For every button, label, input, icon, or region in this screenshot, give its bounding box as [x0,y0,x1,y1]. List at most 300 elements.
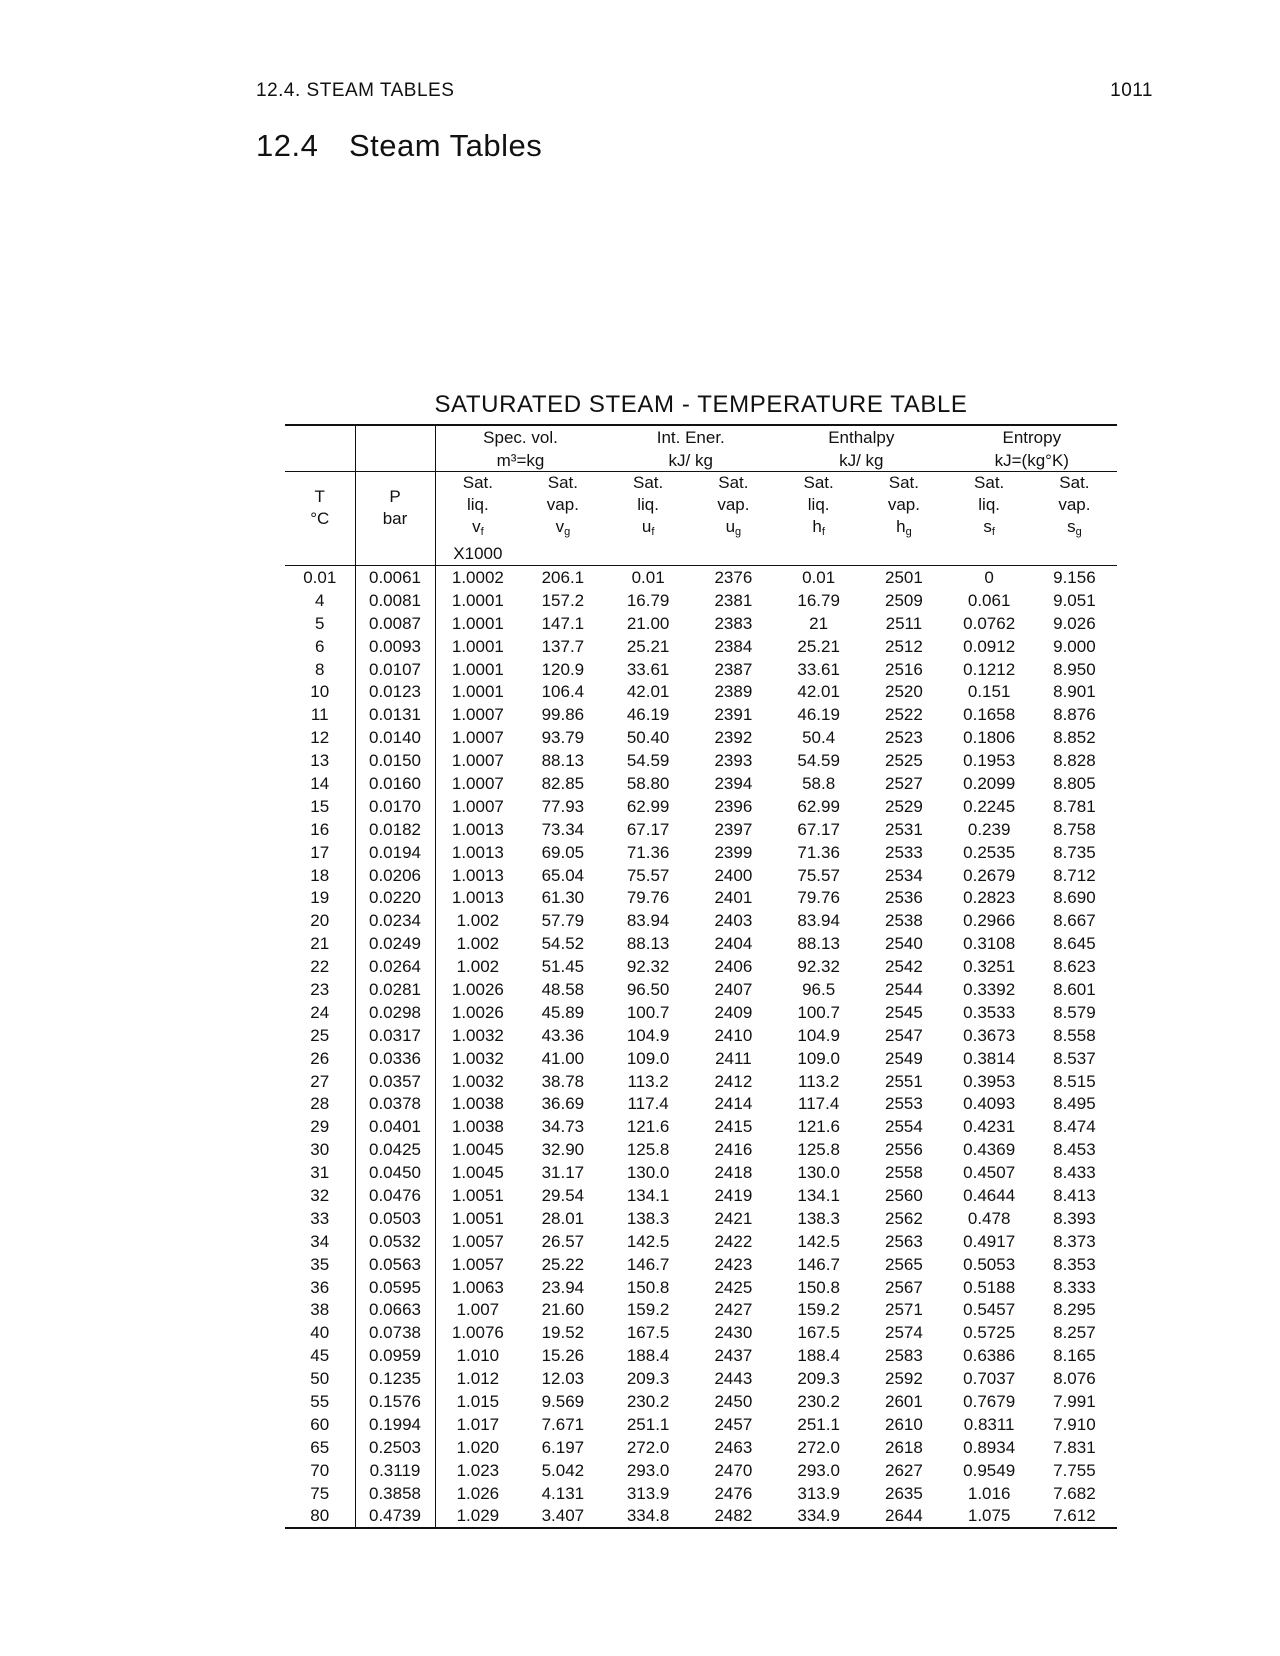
cell-p: 0.0563 [355,1253,435,1276]
cell-vf: 1.029 [435,1505,520,1529]
cell-vg: 28.01 [541,1208,585,1228]
cell-ug: 2376 [714,567,753,587]
cell-vf: 1.017 [456,1414,500,1434]
cell-ug: 2399 [714,842,753,862]
cell-uf: 109.0 [626,1048,670,1068]
cell-hg: 2563 [884,1231,923,1251]
cell-ug: 2430 [714,1323,753,1343]
cell-t: 24 [285,1001,355,1024]
cell-sf: 0.4917 [963,1231,1016,1251]
cell-vf: 1.007 [456,1300,500,1320]
cell-sg: 9.156 [1053,567,1096,587]
cell-uf: 313.9 [626,1483,670,1503]
cell-hf: 83.94 [797,911,840,931]
cell-sf: 0.6386 [963,1346,1016,1366]
cell-p: 0.0264 [355,955,435,978]
cell-sg: 8.623 [1053,957,1096,977]
cell-sf: 0.0762 [963,613,1016,633]
cell-sf: 0.4644 [963,1185,1016,1205]
cell-vg: 82.85 [541,773,585,793]
cell-uf: 42.01 [626,682,670,702]
symbol-sf: $s_f$ [983,517,995,538]
cell-uf: 50.40 [626,728,670,748]
cell-t: 55 [285,1390,355,1413]
cell-sg: 8.805 [1053,773,1096,793]
cell-uf: 104.9 [626,1025,670,1045]
cell-p: 0.3119 [355,1459,435,1482]
cell-p: 0.2503 [355,1436,435,1459]
cell-vg: 137.7 [541,636,585,656]
cell-ug: 2414 [714,1094,753,1114]
cell-sg: 8.257 [1053,1323,1096,1343]
sat-label: Sat. [974,473,1005,492]
cell-sf: 0.3392 [963,979,1016,999]
cell-vg: 41.00 [541,1048,585,1068]
cell-sf: 0.2245 [963,796,1016,816]
cell-sg: 8.495 [1053,1094,1096,1114]
cell-sg: 8.876 [1053,705,1096,725]
cell-uf: 272.0 [626,1437,670,1457]
cell-sf: 0.239 [967,819,1011,839]
cell-vf: 1.0045 [451,1163,504,1183]
table-row [285,1161,1117,1184]
cell-sf: 0.3251 [963,957,1016,977]
cell-ug: 2450 [714,1392,753,1411]
cell-sf: 0.1953 [963,751,1016,771]
cell-ug: 2463 [714,1437,753,1457]
table-row [285,955,1117,978]
cell-vg: 69.05 [541,842,585,862]
cell-uf: 0.01 [631,567,665,587]
cell-sf: 0.5188 [963,1277,1016,1297]
cell-vf: 1.0013 [451,819,504,839]
cell-sf: 0.5053 [963,1254,1016,1274]
table-row [285,1001,1117,1024]
cell-vg: 120.9 [541,659,585,679]
cell-hg: 2592 [884,1369,923,1389]
cell-vg: 43.36 [541,1025,585,1045]
cell-sf: 0.5457 [963,1300,1016,1320]
cell-p: 0.0336 [355,1047,435,1070]
cell-vg: 6.197 [541,1437,585,1457]
cell-hf: 67.17 [797,819,840,839]
cell-uf: 188.4 [626,1346,670,1366]
cell-vf: 1.0076 [451,1323,504,1343]
cell-sf: 1.075 [947,1505,1032,1529]
cell-sg: 8.515 [1053,1071,1096,1091]
cell-sg: 8.758 [1053,819,1096,839]
cell-ug: 2407 [714,979,753,999]
cell-t: 12 [285,726,355,749]
table-row [285,658,1117,681]
cell-hg: 2562 [884,1208,923,1228]
cell-vf: 1.0001 [451,636,504,656]
cell-t: 70 [285,1459,355,1482]
cell-vf: 1.012 [456,1369,500,1389]
cell-ug: 2397 [714,819,753,839]
cell-uf: 92.32 [626,957,670,977]
cell-vf: 1.010 [456,1346,500,1366]
cell-vf: 1.0001 [451,613,504,633]
cell-hg: 2509 [884,590,923,610]
cell-uf: 75.57 [626,865,670,885]
cell-sg: 8.537 [1053,1048,1096,1068]
cell-ug: 2391 [714,705,753,725]
cell-hf: 88.13 [797,934,840,954]
cell-hg: 2549 [884,1048,923,1068]
table-row [285,1367,1117,1390]
table-row [285,1321,1117,1344]
cell-ug: 2422 [714,1231,753,1251]
cell-vf: 1.0038 [451,1117,504,1137]
symbol-ug: $u_g$ [725,517,742,538]
cell-p: 0.0140 [355,726,435,749]
cell-vf: 1.0007 [451,751,504,771]
cell-vf: 1.0063 [451,1277,504,1297]
cell-sg: 8.645 [1053,934,1096,954]
table-title: SATURATED STEAM - TEMPERATURE TABLE [434,391,968,418]
cell-sg: 8.393 [1053,1208,1096,1228]
cell-t: 20 [285,909,355,932]
cell-sf: 0.2099 [963,773,1016,793]
cell-p: 0.4739 [355,1505,435,1529]
cell-hf: 92.32 [797,957,840,977]
cell-sg: 9.026 [1053,613,1096,633]
col-p-header [355,472,435,544]
cell-hf: 251.1 [797,1414,840,1434]
cell-t: 38 [285,1299,355,1322]
cell-hg: 2523 [884,728,923,748]
cell-ug: 2418 [714,1163,753,1183]
cell-sf: 0.2966 [963,911,1016,931]
table-row [285,1505,1117,1529]
table-row [285,1138,1117,1161]
table-row [285,1253,1117,1276]
table-row [285,749,1117,772]
cell-t: 36 [285,1276,355,1299]
liq-label: liq. [637,495,659,514]
cell-hg: 2544 [884,979,923,999]
cell-t: 10 [285,680,355,703]
cell-vf: 1.0001 [451,659,504,679]
cell-sg: 7.910 [1053,1414,1096,1434]
cell-p: 0.0131 [355,703,435,726]
cell-t: 29 [285,1115,355,1138]
section-title [256,128,542,164]
cell-hf: 42.01 [797,682,840,702]
cell-sg: 8.601 [1053,979,1096,999]
cell-hg: 2601 [884,1392,923,1411]
cell-vf: 1.0007 [451,705,504,725]
cell-vg: 5.042 [541,1460,585,1480]
cell-hf: 109.0 [797,1048,840,1068]
table-row [285,1459,1117,1482]
cell-vf: 1.0001 [451,682,504,702]
cell-uf: 209.3 [626,1369,670,1389]
cell-vg: 88.13 [541,751,585,771]
cell-sg: 7.831 [1053,1437,1096,1457]
cell-sf: 0.2823 [963,888,1016,908]
cell-vf: 1.002 [456,911,500,931]
vap-label: vap. [546,495,579,514]
cell-vf: 1.0026 [451,1002,504,1022]
cell-t: 18 [285,864,355,887]
cell-sg: 8.828 [1053,751,1096,771]
cell-sf: 0.1806 [963,728,1016,748]
table-row [285,864,1117,887]
cell-vg: 15.26 [541,1346,585,1366]
cell-vg: 21.60 [541,1300,585,1320]
cell-hg: 2556 [884,1140,923,1160]
cell-vf: 1.0007 [451,728,504,748]
cell-vg: 29.54 [541,1185,585,1205]
cell-sg: 8.690 [1053,888,1096,908]
running-head-section: 12.4. STEAM TABLES [256,80,455,101]
cell-vg: 51.45 [541,957,585,977]
cell-sf: 0.5725 [963,1323,1016,1343]
cell-ug: 2457 [714,1414,753,1434]
cell-vf: 1.0026 [451,979,504,999]
cell-sf: 0.3533 [963,1002,1016,1022]
cell-hf: 150.8 [797,1277,840,1297]
cell-t: 4 [285,589,355,612]
cell-sg: 8.667 [1053,911,1096,931]
cell-p: 0.1994 [355,1413,435,1436]
cell-t: 0.01 [285,566,355,589]
cell-vg: 73.34 [541,819,585,839]
cell-p: 0.0317 [355,1024,435,1047]
cell-p: 0.0093 [355,635,435,658]
cell-hf: 71.36 [797,842,840,862]
cell-t: 65 [285,1436,355,1459]
cell-p: 0.0532 [355,1230,435,1253]
cell-t: 5 [285,612,355,635]
cell-hf: 33.61 [797,659,840,679]
cell-vg: 12.03 [541,1369,585,1389]
cell-p: 0.0061 [355,566,435,589]
cell-hg: 2565 [884,1254,923,1274]
cell-hg: 2610 [884,1414,923,1434]
cell-hg: 2501 [884,567,923,587]
cell-sf: 0.3953 [963,1071,1016,1091]
cell-t: 17 [285,841,355,864]
cell-hf: 21 [809,613,829,633]
cell-vg: 4.131 [541,1483,585,1503]
cell-p: 0.0206 [355,864,435,887]
table-row [285,1299,1117,1322]
cell-p: 0.0401 [355,1115,435,1138]
table-row [285,1115,1117,1138]
cell-sf: 0.3108 [963,934,1016,954]
cell-uf: 230.2 [626,1392,670,1411]
cell-hg: 2534 [884,865,923,885]
cell-t: 13 [285,749,355,772]
cell-uf: 134.1 [626,1185,670,1205]
symbol-hg: $h_g$ [896,517,912,538]
cell-uf: 79.76 [626,888,670,908]
steam-table [285,424,1117,1529]
cell-p: 0.0378 [355,1092,435,1115]
liq-label: liq. [807,495,830,514]
table-row [285,886,1117,909]
cell-t: 30 [285,1138,355,1161]
table-row [285,1184,1117,1207]
cell-uf: 113.2 [627,1071,669,1091]
cell-uf: 150.8 [626,1277,670,1297]
cell-ug: 2387 [714,659,753,679]
units-spec-vol: m³=kg [435,449,606,472]
cell-p: 0.0298 [355,1001,435,1024]
cell-t: 35 [285,1253,355,1276]
col-p-unit: bar [382,508,408,528]
cell-hf: 46.19 [797,705,840,725]
cell-sf: 0.4507 [963,1163,1016,1183]
cell-hf: 209.3 [797,1369,840,1389]
cell-p: 0.0107 [355,658,435,681]
cell-uf: 46.19 [626,705,670,725]
cell-hg: 2516 [884,659,923,679]
cell-ug: 2381 [714,590,753,610]
table-body [285,566,1117,1529]
cell-t: 45 [285,1344,355,1367]
cell-hf: 58.8 [802,773,836,793]
table-row [285,1092,1117,1115]
cell-hg: 2527 [884,773,923,793]
cell-ug: 2437 [714,1346,753,1366]
cell-vg: 7.671 [541,1414,585,1434]
cell-uf: 33.61 [626,659,670,679]
cell-sg: 7.991 [1053,1392,1096,1411]
cell-p: 0.0087 [355,612,435,635]
cell-sg: 7.612 [1032,1505,1117,1529]
cell-ug: 2409 [714,1002,753,1022]
cell-sg: 8.373 [1053,1231,1096,1251]
cell-ug: 2443 [714,1369,753,1389]
cell-uf: 58.80 [626,773,670,793]
running-head [256,80,1153,104]
cell-ug: 2476 [714,1483,753,1503]
cell-hf: 96.5 [802,979,836,999]
cell-p: 0.0123 [355,680,435,703]
cell-vf: 1.0057 [451,1254,504,1274]
cell-hf: 25.21 [797,636,840,656]
cell-t: 22 [285,955,355,978]
cell-sg: 8.781 [1053,796,1096,816]
cell-p: 0.0160 [355,772,435,795]
cell-t: 11 [285,703,355,726]
cell-sg: 8.333 [1053,1277,1096,1297]
cell-hf: 100.7 [797,1002,840,1022]
cell-sf: 0.2535 [963,842,1016,862]
cell-uf: 21.00 [626,613,670,633]
cell-p: 0.0150 [355,749,435,772]
cell-vf: 1.0007 [451,773,504,793]
cell-hg: 2538 [884,911,923,931]
cell-p: 0.0182 [355,818,435,841]
cell-vg: 61.30 [541,888,585,908]
cell-sf: 0.7037 [963,1369,1016,1389]
cell-ug: 2415 [714,1117,753,1137]
cell-hf: 138.3 [797,1208,840,1228]
table-row [285,1230,1117,1253]
cell-hg: 2551 [884,1071,923,1091]
cell-uf: 142.5 [626,1231,670,1251]
cell-uf: 71.36 [626,842,670,862]
cell-hg: 2574 [884,1323,923,1343]
cell-t: 28 [285,1092,355,1115]
cell-p: 0.0425 [355,1138,435,1161]
cell-hf: 293.0 [797,1460,840,1480]
symbol-hf: $h_f$ [812,517,825,538]
cell-vg: 65.04 [541,865,585,885]
cell-p: 0.0081 [355,589,435,612]
cell-ug: 2389 [714,682,753,702]
cell-p: 0.0234 [355,909,435,932]
cell-t: 34 [285,1230,355,1253]
cell-hf: 113.2 [798,1071,840,1091]
cell-ug: 2421 [714,1208,753,1228]
cell-vf: 1.0013 [451,842,504,862]
section-number: 12.4 [256,128,319,163]
cell-hg: 2558 [884,1163,923,1183]
units-entropy: kJ=(kg°K) [947,449,1118,472]
cell-ug: 2427 [714,1300,753,1320]
cell-p: 0.0738 [355,1321,435,1344]
table-row [285,635,1117,658]
cell-sg: 7.755 [1053,1460,1096,1480]
cell-sg: 8.558 [1053,1025,1096,1045]
vf-multiplier: X1000 [435,543,520,566]
sat-label: Sat. [547,473,578,492]
cell-vg: 48.58 [541,979,585,999]
cell-vg: 25.22 [541,1254,585,1274]
cell-hf: 121.6 [797,1117,840,1137]
table-row [285,818,1117,841]
cell-uf: 96.50 [626,979,670,999]
cell-vg: 77.93 [541,796,585,816]
cell-hf: 142.5 [797,1231,840,1251]
cell-sf: 0.7679 [963,1392,1016,1411]
cell-t: 32 [285,1184,355,1207]
cell-vf: 1.002 [456,934,500,954]
cell-sf: 0.3814 [963,1048,1016,1068]
cell-ug: 2383 [714,613,753,633]
cell-sg: 8.579 [1053,1002,1096,1022]
cell-uf: 83.94 [626,911,670,931]
cell-ug: 2470 [714,1460,753,1480]
cell-hg: 2618 [884,1437,923,1457]
cell-uf: 159.2 [626,1300,670,1320]
cell-sf: 0 [984,567,994,587]
cell-sf: 0.4093 [963,1094,1016,1114]
cell-hf: 125.8 [797,1140,840,1160]
cell-vf: 1.0007 [451,796,504,816]
cell-sg: 8.474 [1053,1117,1096,1137]
cell-hf: 50.4 [802,728,836,748]
group-entropy: Entropy [1002,427,1062,447]
cell-t: 21 [285,932,355,955]
cell-uf: 100.7 [626,1002,670,1022]
cell-uf: 67.17 [626,819,670,839]
cell-vg: 57.79 [541,911,585,931]
table-row [285,841,1117,864]
cell-sf: 0.061 [967,590,1011,610]
cell-ug: 2410 [714,1025,753,1045]
sat-label: Sat. [633,473,664,492]
cell-p: 0.0170 [355,795,435,818]
liq-label: liq. [467,495,489,514]
table-row [285,1276,1117,1299]
